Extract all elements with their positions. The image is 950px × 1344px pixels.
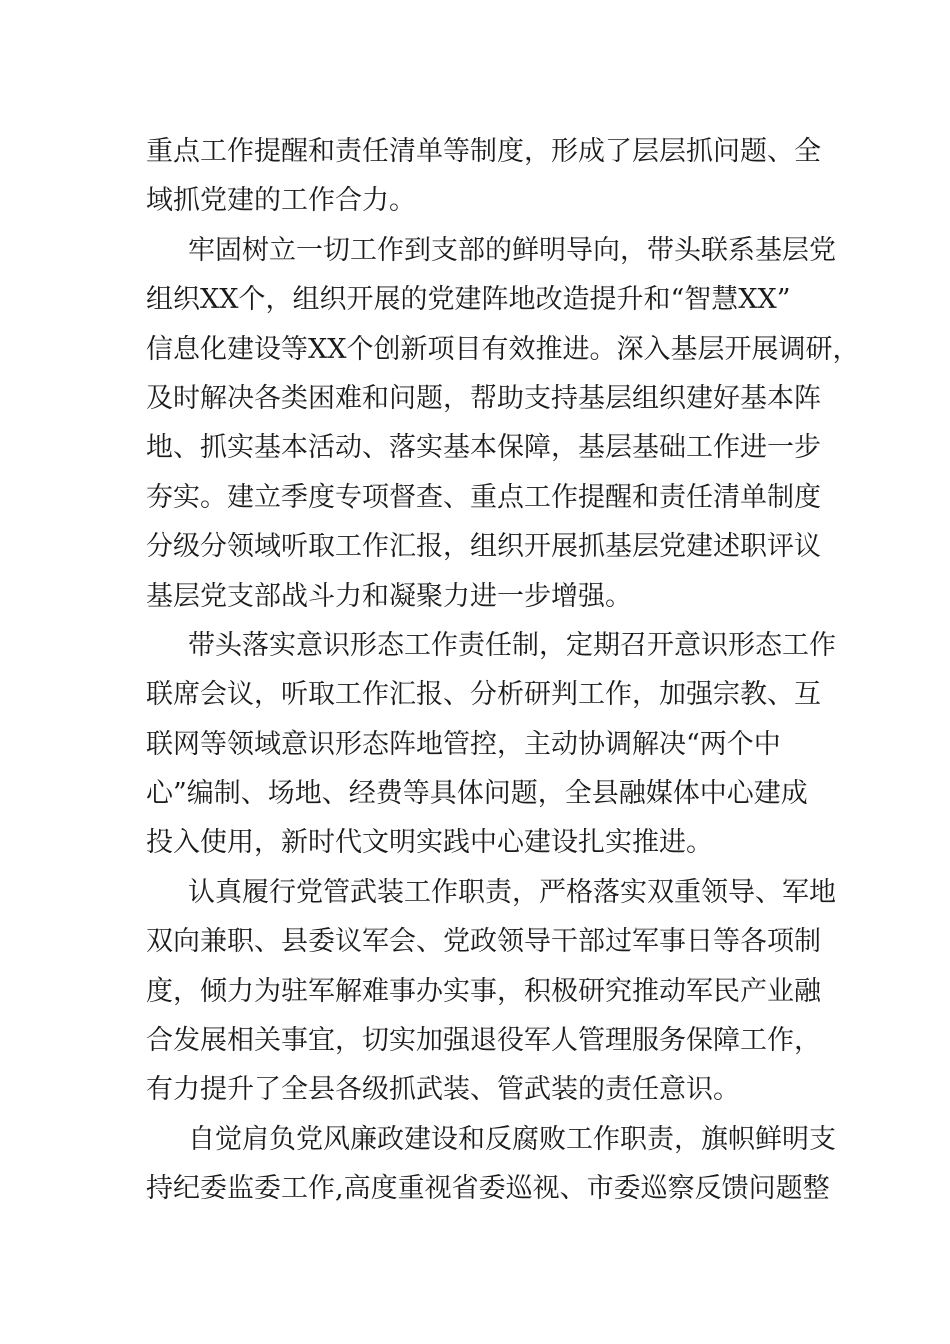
text-line: 持纪委监委工作,高度重视省委巡视、市委巡察反馈问题整: [146, 1173, 830, 1205]
text-line: 有力提升了全县各级抓武装、管武装的责任意识。: [146, 1074, 740, 1106]
text-line: 信息化建设等XX个创新项目有效推进。深入基层开展调研，: [146, 333, 860, 365]
text-line: 分级分领域听取工作汇报，组织开展抓基层党建述职评议: [146, 531, 821, 563]
text-line: 自觉肩负党风廉政建设和反腐败工作职责，旗帜鲜明支: [188, 1123, 836, 1155]
text-line: 夯实。建立季度专项督查、重点工作提醒和责任清单制度: [146, 481, 821, 513]
text-line: 认真履行党管武装工作职责，严格落实双重领导、军地: [188, 876, 836, 908]
text-line: 域抓党建的工作合力。: [146, 185, 416, 217]
text-line: 心”编制、场地、经费等具体问题，全县融媒体中心建成: [146, 778, 808, 810]
text-line: 基层党支部战斗力和凝聚力进一步增强。: [146, 580, 632, 612]
body-text: [146, 127, 860, 1214]
text-line: 牢固树立一切工作到支部的鲜明导向，带头联系基层党: [188, 234, 836, 266]
text-line: 合发展相关事宜，切实加强退役军人管理服务保障工作，: [146, 1025, 821, 1057]
text-line: 投入使用，新时代文明实践中心建设扎实推进。: [146, 827, 713, 859]
text-line: 组织XX个，组织开展的党建阵地改造提升和“智慧XX”: [146, 284, 791, 316]
text-line: 度，倾力为驻军解难事办实事，积极研究推动军民产业融: [146, 975, 821, 1007]
text-line: 联网等领域意识形态阵地管控，主动协调解决“两个中: [146, 728, 781, 760]
text-line: 带头落实意识形态工作责任制，定期召开意识形态工作: [188, 629, 836, 661]
text-line: 双向兼职、县委议军会、党政领导干部过军事日等各项制: [146, 926, 821, 958]
text-line: 及时解决各类困难和问题，帮助支持基层组织建好基本阵: [146, 382, 821, 414]
text-line: 重点工作提醒和责任清单等制度，形成了层层抓问题、全: [146, 136, 821, 167]
text-line: 地、抓实基本活动、落实基本保障，基层基础工作进一步: [146, 432, 821, 464]
text-line: 联席会议，听取工作汇报、分析研判工作，加强宗教、互: [146, 679, 821, 711]
